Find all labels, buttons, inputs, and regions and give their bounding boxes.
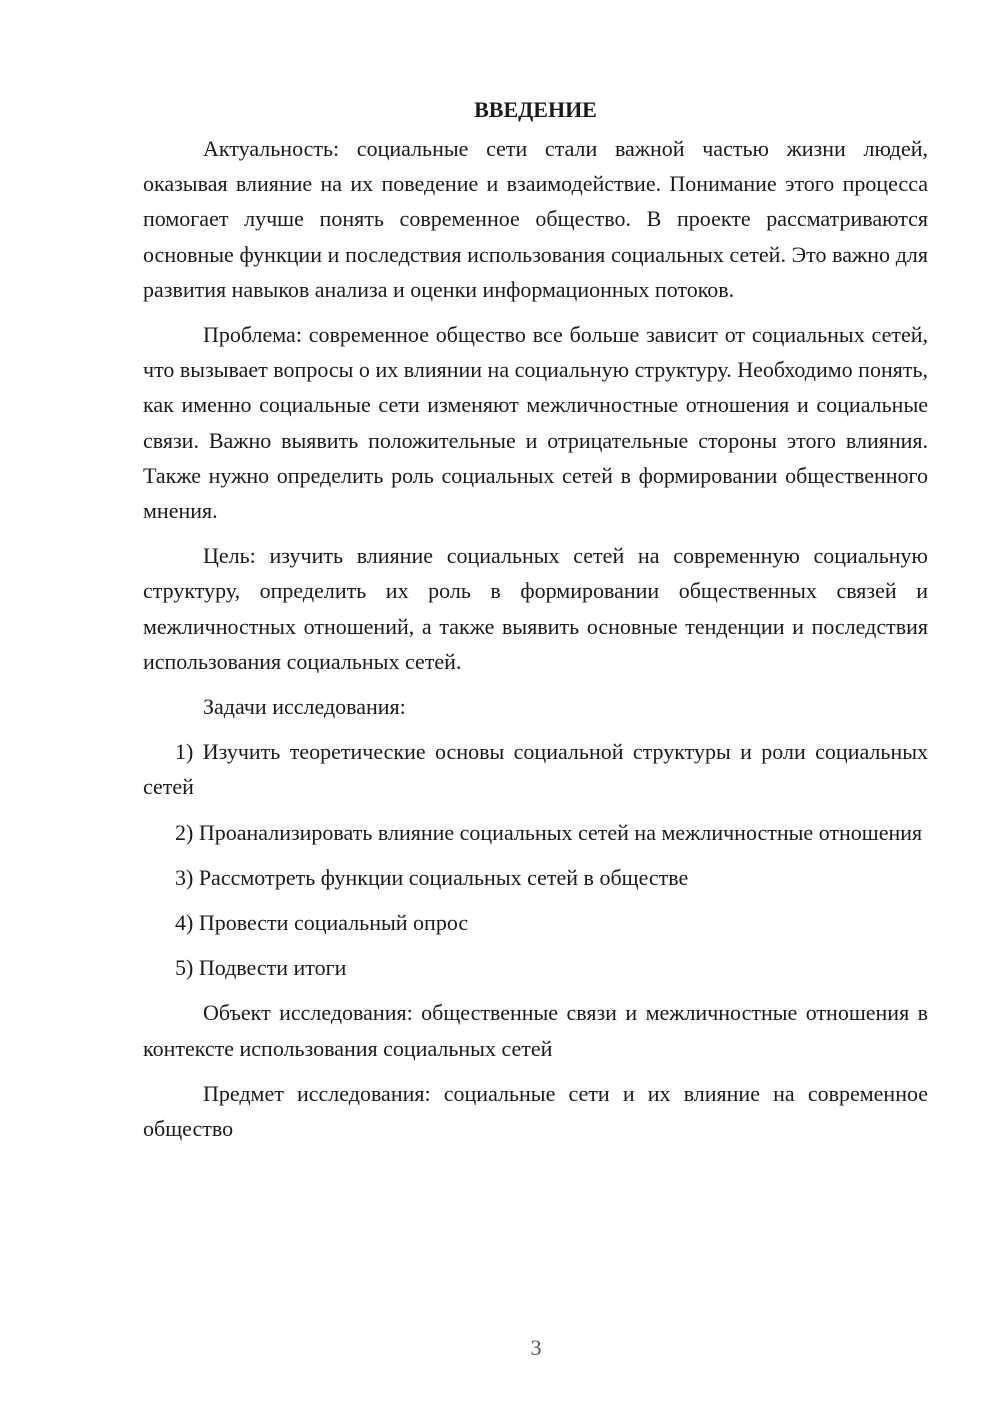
task-item-3: 3) Рассмотреть функции социальных сетей в обществе xyxy=(175,864,689,890)
task-item-1: 1) Изучить теоретические основы социальной структуры и роли социальных сетей xyxy=(143,739,928,800)
task-item-5: 5) Подвести итоги xyxy=(175,955,347,981)
task-item-4: 4) Провести социальный опрос xyxy=(175,910,469,936)
problem-paragraph: Проблема: современное общество все больше зависит от социальных сетей, что вызывает вопросы о их влиянии на социальную структуру. Необходимо понять, как именно социальные сети изменяют межличностные отношения и социальные связи. Важно выявить положительные и отрицательные стороны этого влияния. Также нужно определить роль социальных сетей в формировании общественного мнения. xyxy=(143,322,928,524)
page-number: 3 xyxy=(530,1335,542,1360)
goal-paragraph: Цель: изучить влияние социальных сетей на современную социальную структуру, определить их роль в формировании общественных связей и межличностных отношений, а также выявить основные тенденции и последствия использования социальных сетей. xyxy=(143,543,928,674)
page-title: ВВЕДЕНИЕ xyxy=(474,97,597,122)
tasks-heading: Задачи исследования: xyxy=(203,694,406,720)
task-item-2: 2) Проанализировать влияние социальных сетей на межличностные отношения xyxy=(175,819,923,845)
subject-paragraph: Предмет исследования: социальные сети и их влияние на современное общество xyxy=(143,1080,928,1142)
document-page xyxy=(143,92,928,1146)
relevance-paragraph: Актуальность: социальные сети стали важной частью жизни людей, оказывая влияние на их поведение и взаимодействие. Понимание этого процесса помогает лучше понять современное общество. В проекте рассматриваются основные функции и последствия использования социальных сетей. Это важно для развития навыков анализа и оценки информационных потоков. xyxy=(143,136,928,302)
object-paragraph: Объект исследования: общественные связи и межличностные отношения в контексте использования социальных сетей xyxy=(143,1000,928,1061)
